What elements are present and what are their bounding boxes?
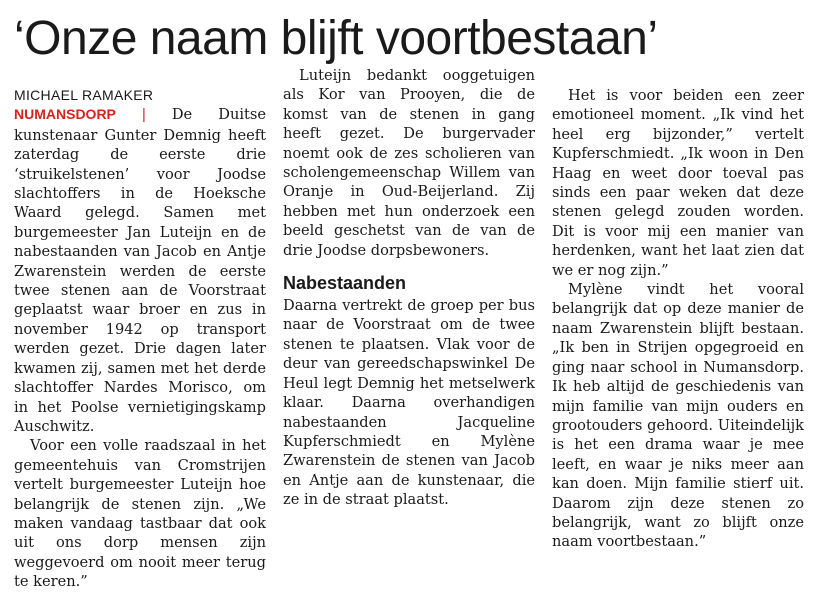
paragraph-3 [283, 66, 535, 260]
lead-paragraph [14, 105, 266, 436]
paragraph-5-text: Het is voor beiden een zeer emotioneel moment. „Ik vind het heel erg bijzonder,” vertelt Kupferschmiedt. „Ik woon in Den Haag en weet door toeval pas sinds een paar weken dat deze stenen gelegd zouden worden. Dit is voor mij een manier van herdenken, want het laat zien dat we er nog zijn.” [552, 87, 804, 279]
lead-text: De Duitse kunstenaar Gunter Demnig heeft zaterdag de eerste drie ‘struikelstenen’ voor Joodse slachtoffers in de Hoeksche Waard gelegd. Samen met burgemeester Jan Luteijn en de nabestaanden van Jacob en Antje Zwarenstein werden de eerste twee stenen aan de Voorstraat geplaatst waar broer en zus in november 1942 op transport werden gezet. Drie dagen later kwamen zij, samen met het derde slachtoffer Nardes Morisco, om in het Poolse vernietigingskamp Auschwitz. [14, 106, 267, 435]
paragraph-2-text: Voor een volle raadszaal in het gemeentehuis van Cromstrijen vertelt burgemeester Luteijn hoe belangrijk de stenen zijn. „We maken vandaag tastbaar dat ook uit ons dorp mensen zijn weggevoerd om nooit meer terug te keren.” [14, 437, 266, 591]
column-3 [552, 86, 804, 552]
paragraph-6 [552, 280, 804, 552]
dateline: NUMANSDORP [14, 106, 116, 123]
section-subhead: Nabestaanden [283, 273, 407, 294]
column-1 [14, 86, 266, 592]
dateline-separator: | [141, 107, 146, 124]
column-2 [283, 66, 535, 510]
paragraph-4-text: Daarna vertrekt de groep per bus naar de Voorstraat om de twee stenen te plaatsen. Vlak voor de deur van gereedschapswinkel De Heul legt Demnig het metselwerk klaar. Daarna overhandigen nabestaanden Jacqueline Kupferschmiedt en Mylène Zwarenstein de stenen van Jacob en Antje aan de kunstenaar, die ze in de straat plaatst. [283, 297, 535, 509]
byline: MICHAEL RAMAKER [14, 87, 154, 103]
paragraph-5 [552, 86, 804, 280]
article-headline: ‘Onze naam blijft voortbestaan’ [14, 12, 658, 65]
paragraph-3-text: Luteijn bedankt ooggetuigen als Kor van Prooyen, die de komst van de stenen in gang heeft gezet. De burgervader noemt ook de zes scholieren van scholengemeenschap Willem van Oranje in Oud-Beijerland. Zij hebben met hun onderzoek een beeld geschetst van de van de drie Joodse dorpsbewoners. [283, 67, 535, 259]
paragraph-2 [14, 436, 266, 591]
paragraph-6-text: Mylène vindt het vooral belangrijk dat op deze manier de naam Zwarenstein blijft bestaan. „Ik ben in Strijen opgegroeid en ging naar school in Numansdorp. Ik heb altijd de geschiedenis van mijn familie van mijn ouders en grootouders gehoord. Uiteindelijk is het een drama waar je mee leeft, en waar je niks meer aan kan doen. Mijn familie stierf uit. Daarom zijn deze stenen zo belangrijk, want zo blijft onze naam voortbestaan.” [552, 281, 804, 551]
paragraph-4 [283, 296, 535, 509]
